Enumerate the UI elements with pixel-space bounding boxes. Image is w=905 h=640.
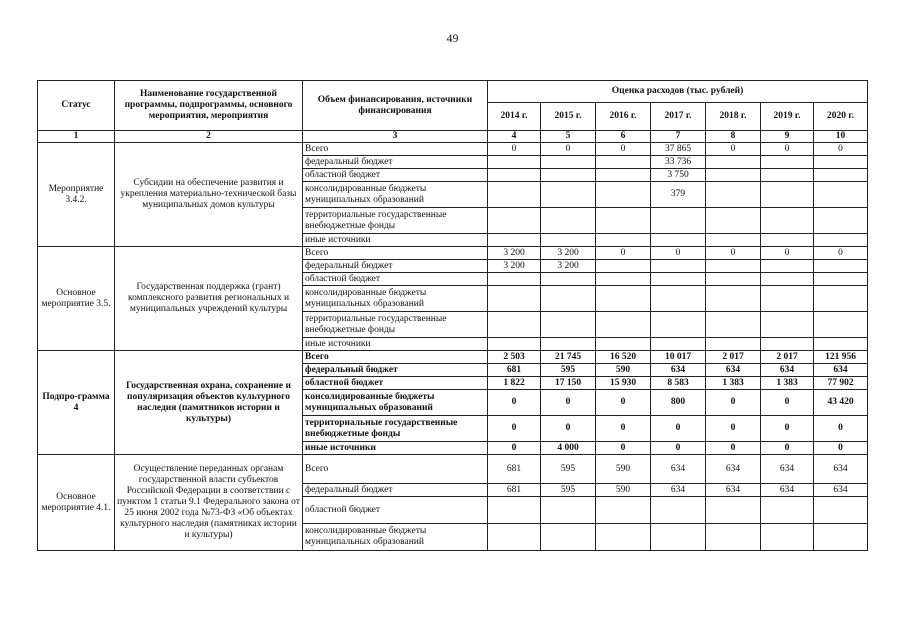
value-cell: 17 150: [541, 377, 596, 390]
value-cell: [596, 260, 651, 273]
value-cell: [541, 273, 596, 286]
value-cell: [651, 260, 706, 273]
value-cell: 10 017: [651, 351, 706, 364]
column-number: 8: [706, 131, 761, 143]
value-cell: 0: [761, 416, 814, 442]
value-cell: 634: [814, 455, 868, 484]
value-cell: [596, 182, 651, 208]
funding-source-cell: территориальные государственные внебюджетные фонды: [303, 416, 488, 442]
value-cell: 0: [596, 416, 651, 442]
value-cell: [761, 156, 814, 169]
column-number: 5: [541, 131, 596, 143]
value-cell: [706, 234, 761, 247]
value-cell: 0: [651, 442, 706, 455]
value-cell: [706, 169, 761, 182]
value-cell: [706, 156, 761, 169]
value-cell: [814, 273, 868, 286]
value-cell: 634: [706, 455, 761, 484]
value-cell: 0: [541, 390, 596, 416]
column-number: 7: [651, 131, 706, 143]
value-cell: 634: [651, 484, 706, 497]
header-program-name: Наименование государственной программы, подпрограммы, основного мероприятия, мероприятия: [115, 81, 303, 131]
value-cell: 634: [761, 364, 814, 377]
value-cell: 590: [596, 364, 651, 377]
value-cell: 681: [488, 455, 541, 484]
value-cell: 0: [541, 143, 596, 156]
value-cell: [541, 312, 596, 338]
value-cell: 2 017: [706, 351, 761, 364]
column-number: 10: [814, 131, 868, 143]
value-cell: 1 383: [761, 377, 814, 390]
value-cell: [596, 169, 651, 182]
column-number: 2: [115, 131, 303, 143]
header-year: 2017 г.: [651, 103, 706, 131]
value-cell: 0: [651, 416, 706, 442]
value-cell: [761, 273, 814, 286]
value-cell: [706, 260, 761, 273]
value-cell: 634: [761, 455, 814, 484]
column-number: 3: [303, 131, 488, 143]
value-cell: 800: [651, 390, 706, 416]
value-cell: [761, 497, 814, 524]
value-cell: [761, 169, 814, 182]
value-cell: 0: [706, 143, 761, 156]
table-row: [38, 351, 868, 364]
value-cell: [814, 156, 868, 169]
value-cell: [814, 497, 868, 524]
program-name-cell: Государственная охрана, сохранение и популяризация объектов культурного наследия (памятников истории и культуры): [115, 351, 303, 455]
value-cell: 1 383: [706, 377, 761, 390]
column-number: 6: [596, 131, 651, 143]
value-cell: [541, 156, 596, 169]
value-cell: [706, 497, 761, 524]
header-estimate: Оценка расходов (тыс. рублей): [488, 81, 868, 103]
value-cell: [596, 312, 651, 338]
value-cell: 0: [706, 442, 761, 455]
funding-source-cell: территориальные государственные внебюджетные фонды: [303, 208, 488, 234]
value-cell: 0: [651, 247, 706, 260]
value-cell: 37 865: [651, 143, 706, 156]
value-cell: [541, 182, 596, 208]
value-cell: [596, 273, 651, 286]
value-cell: [814, 524, 868, 551]
column-number: 9: [761, 131, 814, 143]
value-cell: 3 200: [541, 247, 596, 260]
value-cell: 595: [541, 364, 596, 377]
value-cell: [651, 273, 706, 286]
value-cell: [596, 208, 651, 234]
value-cell: 0: [488, 143, 541, 156]
funding-source-cell: консолидированные бюджеты муниципальных образований: [303, 390, 488, 416]
value-cell: 0: [814, 442, 868, 455]
value-cell: [761, 312, 814, 338]
value-cell: 0: [761, 247, 814, 260]
value-cell: [706, 286, 761, 312]
value-cell: [651, 497, 706, 524]
funding-source-cell: областной бюджет: [303, 169, 488, 182]
value-cell: [541, 234, 596, 247]
value-cell: 590: [596, 484, 651, 497]
value-cell: [488, 312, 541, 338]
funding-source-cell: территориальные государственные внебюджетные фонды: [303, 312, 488, 338]
table-row: [38, 455, 868, 484]
value-cell: [651, 208, 706, 234]
value-cell: [488, 286, 541, 312]
value-cell: 634: [706, 364, 761, 377]
header-year: 2015 г.: [541, 103, 596, 131]
value-cell: 595: [541, 455, 596, 484]
value-cell: [488, 169, 541, 182]
program-name-cell: Субсидии на обеспечение развития и укрепления материально-технической базы муниципальных домов культуры: [115, 143, 303, 247]
value-cell: 0: [596, 442, 651, 455]
value-cell: [488, 182, 541, 208]
value-cell: 0: [814, 416, 868, 442]
value-cell: [596, 338, 651, 351]
value-cell: [814, 234, 868, 247]
status-cell: Подпро-грамма 4: [38, 351, 115, 455]
value-cell: 0: [541, 416, 596, 442]
header-funding: Объем финансирования, источники финансирования: [303, 81, 488, 131]
funding-source-cell: Всего: [303, 143, 488, 156]
column-number: 1: [38, 131, 115, 143]
value-cell: 4 000: [541, 442, 596, 455]
value-cell: 2 503: [488, 351, 541, 364]
value-cell: [814, 286, 868, 312]
value-cell: [706, 208, 761, 234]
value-cell: [541, 524, 596, 551]
value-cell: [814, 260, 868, 273]
status-cell: Основное мероприятие 4.1.: [38, 455, 115, 551]
value-cell: [541, 338, 596, 351]
value-cell: [488, 156, 541, 169]
value-cell: 16 520: [596, 351, 651, 364]
value-cell: [761, 260, 814, 273]
value-cell: [651, 234, 706, 247]
value-cell: [651, 338, 706, 351]
value-cell: [488, 273, 541, 286]
value-cell: 0: [596, 390, 651, 416]
value-cell: [651, 312, 706, 338]
value-cell: [541, 497, 596, 524]
program-name-cell: Осуществление переданных органам государственной власти субъектов Российской Федерации в соответствии с пунктом 1 статьи 9.1 Федерального закона от 25 июня 2002 года №73-ФЗ «Об объектах культурного наследия (памятниках истории и культуры): [115, 455, 303, 551]
value-cell: 590: [596, 455, 651, 484]
value-cell: 43 420: [814, 390, 868, 416]
value-cell: [761, 524, 814, 551]
value-cell: [761, 234, 814, 247]
funding-source-cell: иные источники: [303, 234, 488, 247]
funding-source-cell: Всего: [303, 455, 488, 484]
value-cell: 634: [814, 364, 868, 377]
column-number: 4: [488, 131, 541, 143]
funding-source-cell: областной бюджет: [303, 273, 488, 286]
value-cell: [541, 286, 596, 312]
header-year: 2014 г.: [488, 103, 541, 131]
value-cell: 15 930: [596, 377, 651, 390]
value-cell: [814, 208, 868, 234]
value-cell: 0: [596, 247, 651, 260]
value-cell: 0: [488, 416, 541, 442]
value-cell: [706, 182, 761, 208]
value-cell: 634: [651, 455, 706, 484]
value-cell: [761, 208, 814, 234]
value-cell: 0: [488, 390, 541, 416]
value-cell: [651, 286, 706, 312]
value-cell: 634: [706, 484, 761, 497]
funding-source-cell: областной бюджет: [303, 377, 488, 390]
value-cell: 0: [706, 416, 761, 442]
value-cell: 3 200: [488, 247, 541, 260]
value-cell: [596, 497, 651, 524]
table-row: [38, 143, 868, 156]
value-cell: [814, 182, 868, 208]
funding-source-cell: Всего: [303, 247, 488, 260]
funding-source-cell: консолидированные бюджеты муниципальных образований: [303, 286, 488, 312]
value-cell: 0: [488, 442, 541, 455]
header-year: 2018 г.: [706, 103, 761, 131]
value-cell: 77 902: [814, 377, 868, 390]
value-cell: [596, 156, 651, 169]
value-cell: [596, 286, 651, 312]
value-cell: [651, 524, 706, 551]
value-cell: 8 583: [651, 377, 706, 390]
value-cell: [488, 338, 541, 351]
header-year: 2020 г.: [814, 103, 868, 131]
value-cell: [706, 273, 761, 286]
value-cell: 2 017: [761, 351, 814, 364]
value-cell: 634: [651, 364, 706, 377]
funding-source-cell: областной бюджет: [303, 497, 488, 524]
funding-source-cell: федеральный бюджет: [303, 260, 488, 273]
value-cell: [541, 208, 596, 234]
value-cell: 379: [651, 182, 706, 208]
value-cell: 3 200: [488, 260, 541, 273]
funding-source-cell: федеральный бюджет: [303, 364, 488, 377]
funding-source-cell: консолидированные бюджеты муниципальных образований: [303, 182, 488, 208]
funding-source-cell: федеральный бюджет: [303, 484, 488, 497]
value-cell: 21 745: [541, 351, 596, 364]
value-cell: 0: [596, 143, 651, 156]
funding-source-cell: иные источники: [303, 338, 488, 351]
value-cell: 121 956: [814, 351, 868, 364]
funding-source-cell: Всего: [303, 351, 488, 364]
value-cell: [761, 338, 814, 351]
value-cell: 634: [761, 484, 814, 497]
header-status: Статус: [38, 81, 115, 131]
program-name-cell: Государственная поддержка (грант) комплексного развития региональных и муниципальных учреждений культуры: [115, 247, 303, 351]
value-cell: [706, 312, 761, 338]
value-cell: [814, 169, 868, 182]
value-cell: 33 736: [651, 156, 706, 169]
value-cell: 595: [541, 484, 596, 497]
value-cell: 1 822: [488, 377, 541, 390]
value-cell: 0: [761, 143, 814, 156]
budget-table: [37, 80, 868, 551]
status-cell: Мероприятие 3.4.2.: [38, 143, 115, 247]
value-cell: 681: [488, 484, 541, 497]
value-cell: 3 200: [541, 260, 596, 273]
funding-source-cell: федеральный бюджет: [303, 156, 488, 169]
value-cell: [488, 497, 541, 524]
value-cell: [596, 234, 651, 247]
value-cell: 3 750: [651, 169, 706, 182]
value-cell: [488, 234, 541, 247]
value-cell: 681: [488, 364, 541, 377]
value-cell: [761, 286, 814, 312]
page-number: 49: [446, 31, 459, 45]
value-cell: [596, 524, 651, 551]
value-cell: 0: [814, 143, 868, 156]
value-cell: [814, 312, 868, 338]
value-cell: [761, 182, 814, 208]
funding-source-cell: консолидированные бюджеты муниципальных образований: [303, 524, 488, 551]
funding-source-cell: иные источники: [303, 442, 488, 455]
value-cell: [541, 169, 596, 182]
value-cell: 0: [761, 390, 814, 416]
value-cell: 0: [814, 247, 868, 260]
value-cell: 634: [814, 484, 868, 497]
value-cell: [488, 208, 541, 234]
value-cell: [706, 338, 761, 351]
status-cell: Основное мероприятие 3.5.: [38, 247, 115, 351]
value-cell: [814, 338, 868, 351]
value-cell: 0: [706, 390, 761, 416]
value-cell: 0: [706, 247, 761, 260]
header-year: 2016 г.: [596, 103, 651, 131]
value-cell: [706, 524, 761, 551]
value-cell: [488, 524, 541, 551]
table-row: [38, 247, 868, 260]
value-cell: 0: [761, 442, 814, 455]
header-year: 2019 г.: [761, 103, 814, 131]
